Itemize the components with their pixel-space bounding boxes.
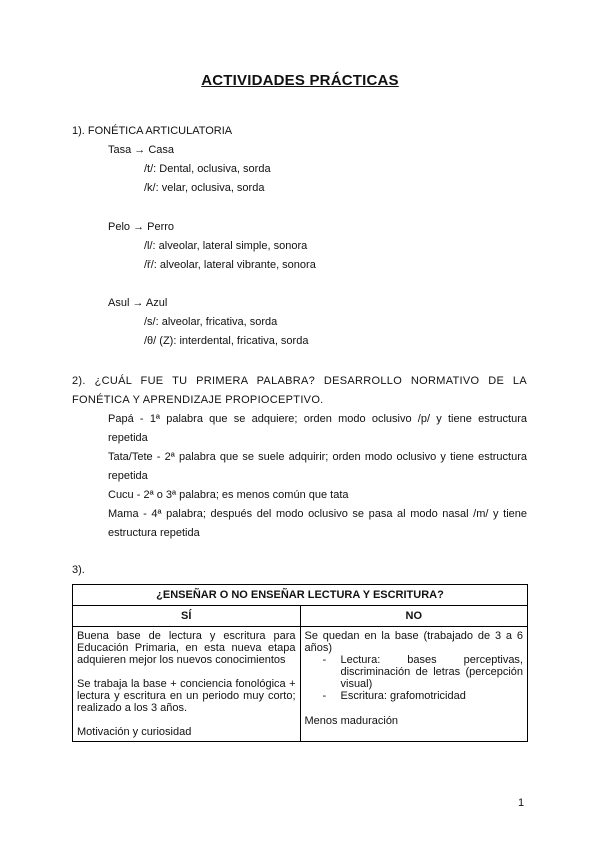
detail-k: /k/: velar, oclusiva, sorda [144, 182, 265, 194]
pair-pelo-perro: Pelo → Perro [108, 221, 175, 233]
detail-theta: /θ/ (Z): interdental, fricativa, sorda [144, 335, 309, 347]
first-word-item: Cucu - 2ª o 3ª palabra; es menos común que tata [108, 489, 349, 501]
first-word-item: Tata/Tete - 2ª palabra que se suele adquirir; orden modo oclusivo y tiene estructura repetida [108, 451, 527, 482]
dash-bullet: - [322, 654, 327, 666]
detail-l: /l/: alveolar, lateral simple, sonora [144, 240, 308, 252]
table-title: ¿ENSEÑAR O NO ENSEÑAR LECTURA Y ESCRITURA? [73, 585, 528, 606]
no-intro: Se quedan en la base (trabajado de 3 a 6 años) [304, 630, 523, 654]
no-list [305, 654, 524, 702]
pair-tasa-casa: Tasa → Casa [108, 144, 175, 156]
detail-rr: /ř/: alveolar, lateral vibrante, sonora [144, 259, 316, 271]
reading-writing-table [72, 584, 528, 742]
no-cell [300, 627, 528, 742]
section3-label: 3). [72, 564, 85, 576]
list-item [305, 690, 524, 702]
si-paragraph: Buena base de lectura y escritura para Educación Primaria, en esta nueva etapa adquieren mejor los nuevos conocimientos [77, 630, 296, 666]
first-word-item: Mama - 4ª palabra; después del modo oclusivo se pasa al modo nasal /m/ y tiene estructura repetida [108, 508, 527, 539]
list-item [305, 654, 524, 690]
page-number: 1 [518, 797, 525, 809]
section1-heading: 1). FONÉTICA ARTICULATORIA [72, 125, 233, 137]
detail-s: /s/: alveolar, fricativa, sorda [144, 316, 278, 328]
column-header-si: SÍ [73, 606, 301, 627]
dash-bullet: - [322, 690, 327, 702]
first-word-item: Papá - 1ª palabra que se adquiere; orden modo oclusivo /p/ y tiene estructura repetida [108, 413, 527, 444]
section2-heading: 2). ¿CUÁL FUE TU PRIMERA PALABRA? DESARROLLO NORMATIVO DE LA FONÉTICA Y APRENDIZAJE PROPIOCEPTIVO. [72, 375, 527, 406]
si-paragraph: Se trabaja la base + conciencia fonológica + lectura y escritura en un periodo muy corto; realizado a los 3 años. [77, 678, 296, 714]
column-header-no: NO [300, 606, 528, 627]
page-title: ACTIVIDADES PRÁCTICAS [201, 72, 399, 89]
section2-items [72, 410, 527, 543]
detail-t: /t/: Dental, oclusiva, sorda [144, 163, 271, 175]
section2 [72, 372, 527, 543]
si-paragraph: Motivación y curiosidad [77, 726, 192, 738]
si-cell [73, 627, 301, 742]
pair-asul-azul: Asul → Azul [108, 297, 168, 309]
no-item-text: Escritura: grafomotricidad [340, 690, 466, 702]
no-item-text: Lectura: bases perceptivas, discriminación de letras (percepción visual) [340, 654, 523, 690]
no-footer: Menos maduración [304, 715, 399, 727]
